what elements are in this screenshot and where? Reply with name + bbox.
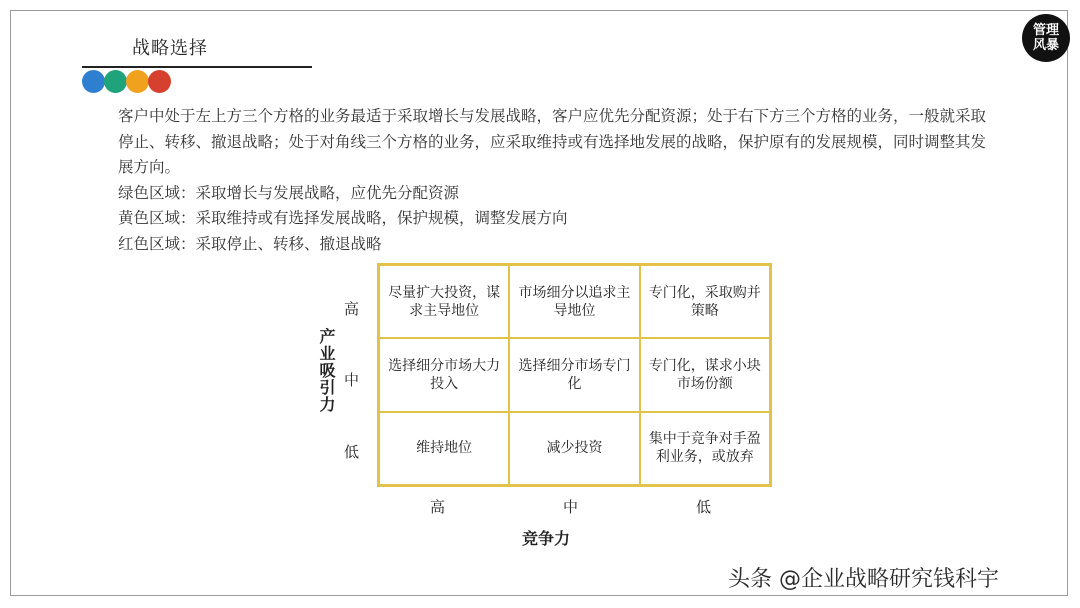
matrix-cell-low-low: 集中于竞争对手盈利业务，或放弃 xyxy=(640,412,770,485)
watermark: 头条 @企业战略研究钱科宇 xyxy=(728,567,999,592)
red-region-line: 红色区域：采取停止、转移、撤退战略 xyxy=(118,234,382,253)
green-region-line: 绿色区域：采取增长与发展战略，应优先分配资源 xyxy=(118,183,460,202)
blue-dot-icon xyxy=(82,70,105,93)
strategy-matrix xyxy=(377,263,772,487)
green-dot-icon xyxy=(104,70,127,93)
row-label-high: 高 xyxy=(344,300,360,318)
matrix-cell-high-high: 尽量扩大投资，谋求主导地位 xyxy=(379,265,509,338)
title-underline xyxy=(82,66,312,68)
logo-line-1: 管理 xyxy=(1032,23,1059,38)
col-label-mid: 中 xyxy=(563,498,579,516)
yellow-region-line: 黄色区域：采取维持或有选择发展战略，保护规模，调整发展方向 xyxy=(118,209,568,227)
matrix-cell-high-mid: 市场细分以追求主导地位 xyxy=(509,265,639,338)
orange-dot-icon xyxy=(126,70,149,93)
row-label-mid: 中 xyxy=(344,371,360,389)
decorative-dots xyxy=(82,70,182,96)
logo-line-2: 风暴 xyxy=(1032,38,1059,53)
body-text xyxy=(118,104,998,257)
matrix-cell-low-high: 维持地位 xyxy=(379,412,509,485)
matrix-cell-mid-high: 选择细分市场大力投入 xyxy=(379,338,509,411)
col-label-low: 低 xyxy=(696,498,712,516)
slide-title: 战略选择 xyxy=(132,38,208,59)
red-dot-icon xyxy=(148,70,171,93)
matrix-cell-mid-mid: 选择细分市场专门化 xyxy=(509,338,639,411)
matrix-cell-mid-low: 专门化，谋求小块市场份额 xyxy=(640,338,770,411)
brand-logo xyxy=(1022,14,1070,62)
row-label-low: 低 xyxy=(344,443,360,461)
intro-paragraph: 客户中处于左上方三个方格的业务最适于采取增长与发展战略，客户应优先分配资源；处于右下方三个方格的业务，一般就采取停止、转移、撤退战略；处于对角线三个方格的业务，应采取维持或有选择地发展的战略，保护原有的发展规模，同时调整其发展方向。 xyxy=(118,107,987,176)
x-axis-label: 竞争力 xyxy=(522,529,571,548)
matrix-cell-low-mid: 减少投资 xyxy=(509,412,639,485)
col-label-high: 高 xyxy=(430,498,446,516)
y-axis-label: 产业吸引力 xyxy=(317,328,336,413)
matrix-cell-high-low: 专门化，采取购并策略 xyxy=(640,265,770,338)
